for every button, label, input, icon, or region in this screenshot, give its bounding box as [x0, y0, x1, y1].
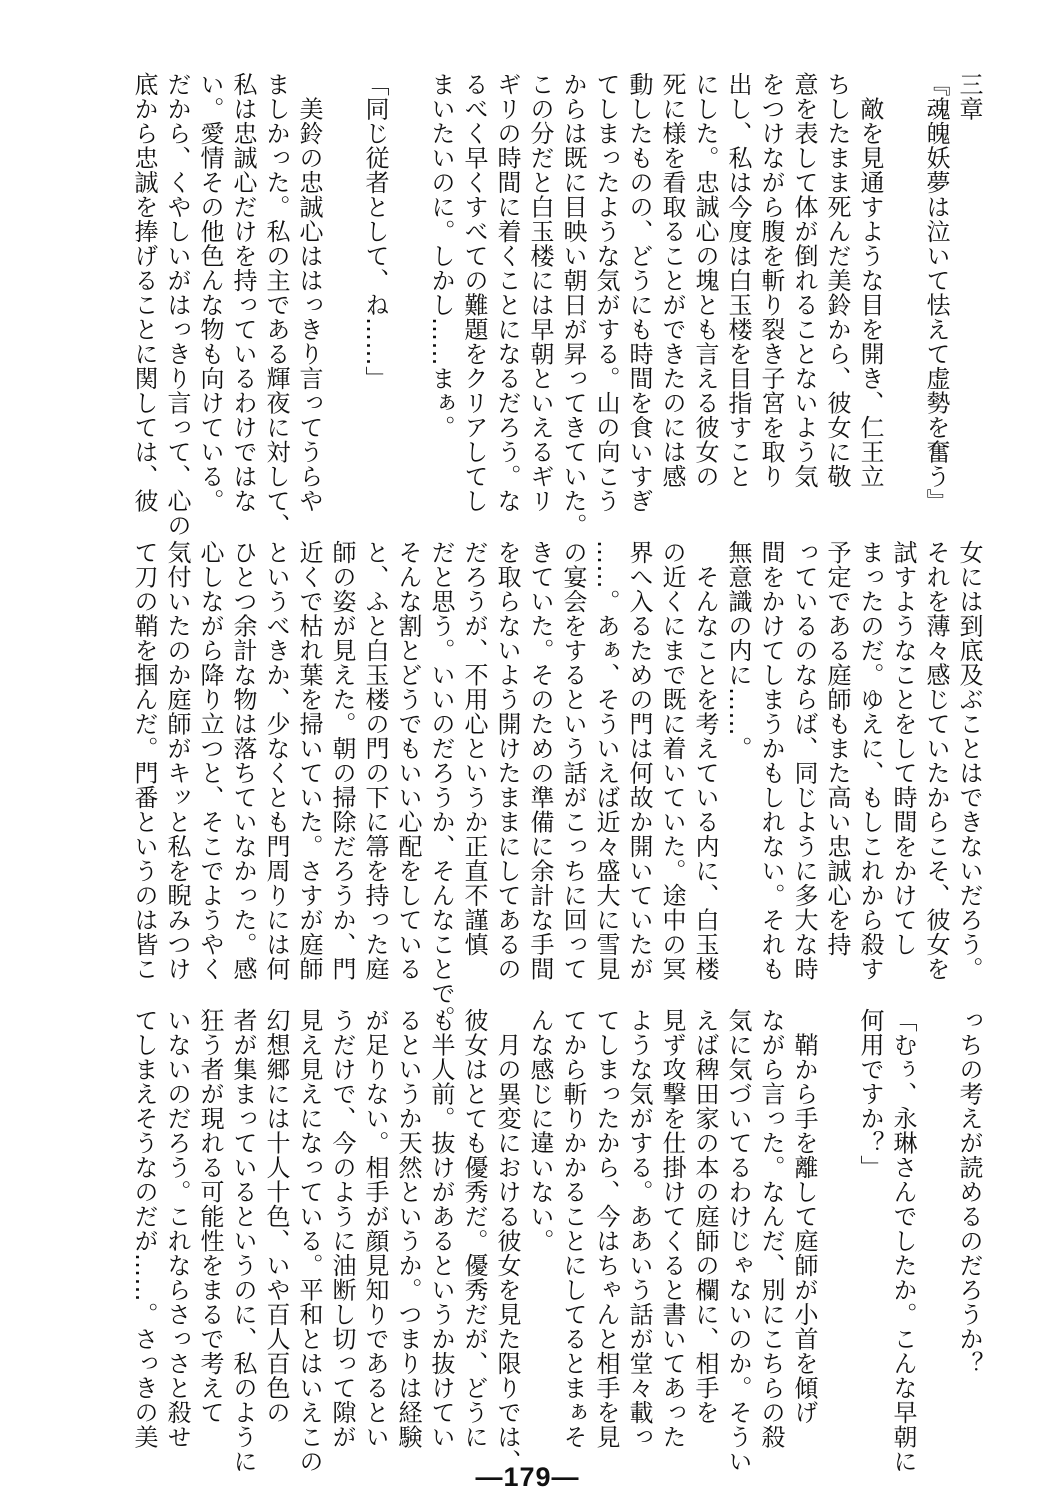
text-line: 試すようなことをして時間をかけてし — [889, 540, 917, 957]
text-line: んな感じに違いない。 — [526, 1008, 554, 1253]
blank-line — [886, 72, 919, 512]
text-line: 敵を見通すような目を開き、仁王立 — [856, 72, 884, 489]
text-line: 間をかけてしまうかもしれない。それも — [757, 540, 785, 981]
text-line: それを薄々感じていたからこそ、彼女を — [922, 540, 950, 981]
text-line: 彼女はとても優秀だ。優秀だが、どうに — [460, 1008, 488, 1449]
text-line: まいたいのに。しかし……まぁ。 — [427, 72, 455, 440]
text-block-middle — [105, 540, 985, 1030]
text-line: を取らないよう開けたままにしてあるの — [493, 540, 521, 981]
text-line: も半人前。抜けがあるというか抜けてい — [427, 1008, 455, 1449]
text-line: 三章 — [955, 72, 983, 121]
text-line: ような気がする。ああいう話が堂々載っ — [625, 1008, 653, 1449]
text-line: ひとつ余計な物は落ちていなかった。感 — [229, 540, 257, 981]
text-line: 気に気づいてるわけじゃないのか。そうい — [724, 1008, 752, 1474]
text-line: 死に様を看取ることができたのには感 — [658, 72, 686, 489]
text-line: 美鈴の忠誠心ははっきり言ってうらや — [295, 72, 323, 513]
text-line: ……。あぁ、そういえば近々盛大に雪見 — [592, 540, 620, 981]
text-line: ちしたまま死んだ美鈴から、彼女に敬 — [823, 72, 851, 489]
text-line: てから斬りかかることにしてるとまぁそ — [559, 1008, 587, 1449]
text-line: 近くで枯れ葉を掃いていた。さすが庭師 — [295, 540, 323, 981]
text-line: 私は忠誠心だけを持っているわけではな — [229, 72, 257, 513]
text-line: 月の異変における彼女を見た限りでは、 — [493, 1008, 521, 1474]
text-line: て刀の鞘を掴んだ。門番というのは皆こ — [130, 540, 158, 981]
text-line: 幻想郷には十人十色、いや百人百色の — [262, 1008, 290, 1425]
text-line: そんなことを考えている内に、白玉楼 — [691, 540, 719, 981]
text-line: まったのだ。ゆえに、もしこれから殺す — [856, 540, 884, 981]
text-line: だと思う。いいのだろうか、そんなことで。 — [427, 540, 455, 1030]
text-line: いないのだろう。これならさっさと殺せ — [163, 1008, 191, 1449]
text-line: てしまえそうなのだが……。さっきの美 — [130, 1008, 158, 1449]
text-line: てしまったから、今はちゃんと相手を見 — [592, 1008, 620, 1449]
text-line: えば稗田家の本の庭師の欄に、相手を — [691, 1008, 719, 1425]
page-number: —179— — [475, 1462, 580, 1492]
blank-line — [919, 1008, 952, 1448]
text-line: 者が集まっているというのに、私のように — [229, 1008, 257, 1474]
text-line: てしまったような気がする。山の向こう — [592, 72, 620, 513]
text-line: 予定である庭師もまた高い忠誠心を持 — [823, 540, 851, 957]
text-line: 界へ入るための門は何故か開いていたが — [625, 540, 653, 981]
text-line: だろうが、不用心というか正直不謹慎 — [460, 540, 488, 957]
text-line: 動したものの、どうにも時間を食いすぎ — [625, 72, 653, 513]
text-line: 「同じ従者として、ね……」 — [361, 72, 389, 391]
text-line: っているのならば、同じように多大な時 — [790, 540, 818, 981]
text-line: 心しながら降り立つと、そこでようやく — [196, 540, 224, 981]
text-line: の近くにまで既に着いていた。途中の冥 — [658, 540, 686, 981]
text-line: い。愛情その他色んな物も向けている。 — [196, 72, 224, 513]
text-line: 師の姿が見えた。朝の掃除だろうか、門 — [328, 540, 356, 981]
text-line: 見え見えになっている。平和とはいえこの — [295, 1008, 323, 1474]
text-line: 出し、私は今度は白玉楼を目指すこと — [724, 72, 752, 489]
blank-line — [820, 1008, 853, 1448]
text-line: の宴会をするという話がこっちに回って — [559, 540, 587, 981]
text-line: ながら言った。なんだ、別にこちらの殺 — [757, 1008, 785, 1449]
text-line: 見ず攻撃を仕掛けてくると書いてあった — [658, 1008, 686, 1449]
text-line: 狂う者が現れる可能性をまるで考えて — [196, 1008, 224, 1425]
text-line: そんな割とどうでもいい心配をしている — [394, 540, 422, 981]
text-line: 何用ですか？」 — [856, 1008, 884, 1180]
text-line: 女には到底及ぶことはできないだろう。 — [955, 540, 983, 981]
blank-line — [391, 72, 424, 512]
text-line: が足りない。相手が顔見知りであるとい — [361, 1008, 389, 1449]
text-line: うだけで、今のように油断し切って隙が — [328, 1008, 356, 1449]
text-line: 気付いたのか庭師がキッと私を睨みつけ — [163, 540, 191, 981]
text-line: 『魂魄妖夢は泣いて怯えて虚勢を奮う』 — [922, 72, 950, 513]
text-line: っちの考えが読めるのだろうか？ — [955, 1008, 983, 1376]
text-line: この分だと白玉楼には早朝といえるギリ — [526, 72, 554, 513]
text-line: というべきか、少なくとも門周りには何 — [262, 540, 290, 981]
text-line: 鞘から手を離して庭師が小首を傾げ — [790, 1008, 818, 1425]
text-line: と、ふと白玉楼の門の下に箒を持った庭 — [361, 540, 389, 981]
text-line: 底から忠誠を捧げることに関しては、彼 — [130, 72, 158, 513]
text-block-top — [105, 72, 985, 538]
text-line: ギリの時間に着くことになるだろう。な — [493, 72, 521, 513]
text-block-bottom — [105, 1008, 985, 1474]
blank-line — [325, 72, 358, 512]
text-line: るべく早くすべての難題をクリアしてし — [460, 72, 488, 513]
text-line: 意を表して体が倒れることないよう気 — [790, 72, 818, 489]
text-line: だから、くやしいがはっきり言って、心の — [163, 72, 191, 538]
text-line: にした。忠誠心の塊とも言える彼女の — [691, 72, 719, 489]
text-line: 無意識の内に……。 — [724, 540, 752, 761]
text-line: をつけながら腹を斬り裂き子宮を取り — [757, 72, 785, 489]
text-line: ましかった。私の主である輝夜に対して、 — [262, 72, 290, 538]
text-line: からは既に目映い朝日が昇ってきていた。 — [559, 72, 587, 538]
text-line: るというか天然というか。つまりは経験 — [394, 1008, 422, 1449]
text-line: きていた。そのための準備に余計な手間 — [526, 540, 554, 981]
text-line: 「むぅ、永琳さんでしたか。こんな早朝に — [889, 1008, 917, 1474]
